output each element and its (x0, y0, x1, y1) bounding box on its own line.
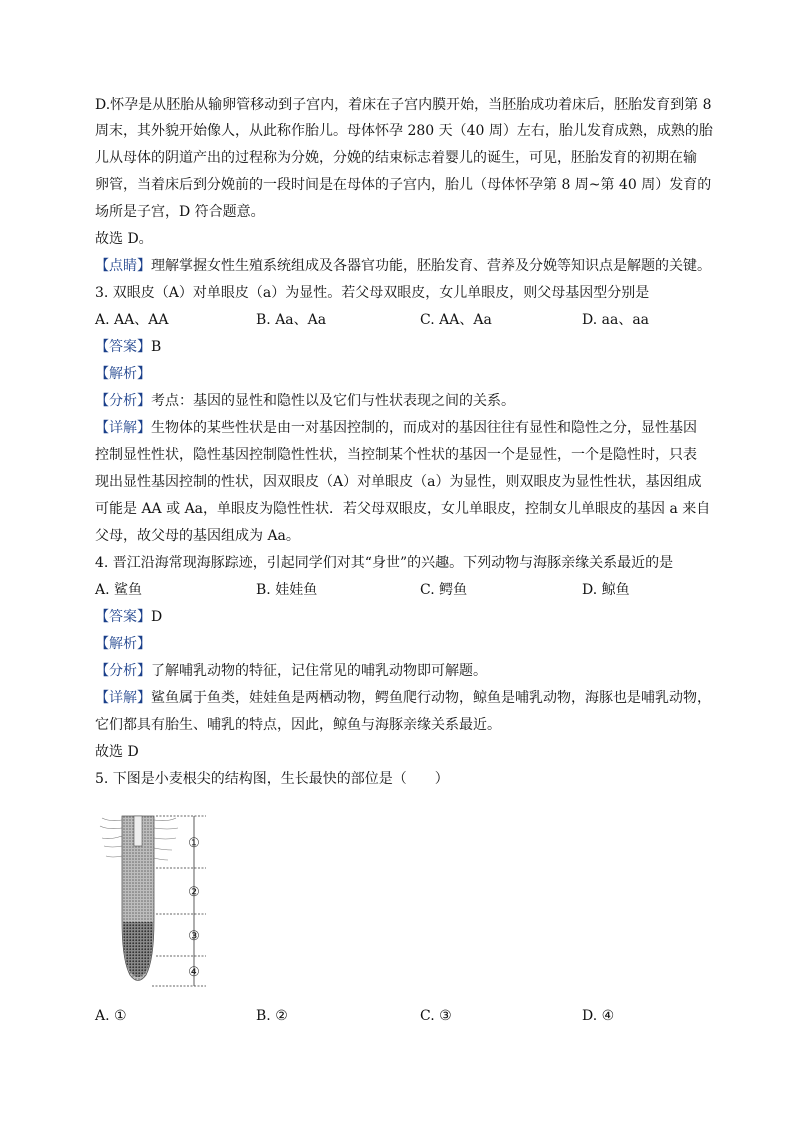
choose-line: 故选 D。 (95, 231, 153, 247)
comment-text: 理解掌握女性生殖系统组成及各器官功能，胚胎发育、营养及分娩等知识点是解题的关键。 (151, 258, 711, 274)
q4-analysis (95, 661, 487, 681)
detail-text: 鲨鱼属于鱼类，娃娃鱼是两栖动物，鳄鱼爬行动物，鲸鱼是哺乳动物，海豚也是哺乳动物， (151, 690, 711, 706)
answer-value: D (151, 609, 163, 625)
q3-analysis-tag: 【解析】 (95, 366, 151, 382)
q3-detail-line: 控制显性性状，隐性基因控制隐性性状，当控制某个性状的基因一个是显性，一个是隐性时，只表 (95, 447, 697, 463)
question-4-stem: 4. 晋江沿海常现海豚踪迹，引起同学们对其“身世”的兴趣。下列动物与海豚亲缘关系最近的是 (95, 555, 674, 571)
zone-label-3: ③ (188, 929, 200, 944)
vascular-tissue (134, 816, 142, 846)
q3-option-b: B. Aa、Aa (256, 312, 327, 328)
q3-answer (95, 337, 161, 357)
q4-option-c: C. 鳄鱼 (420, 582, 468, 598)
paragraph-line: 儿从母体的阴道产出的过程称为分娩，分娩的结束标志着婴儿的诞生，可见，胚胎发育的初期在输 (95, 150, 697, 166)
root-tip-figure (96, 810, 216, 992)
q3-detail-line: 现出显性基因控制的性状，因双眼皮（A）对单眼皮（a）为显性，则双眼皮为显性性状，基因组成 (95, 474, 702, 490)
q4-detail-line (95, 688, 711, 708)
q4-analysis-tag: 【解析】 (95, 636, 151, 652)
q5-option-c: C. ③ (420, 1008, 452, 1024)
q3-detail-line: 父母，故父母的基因组成为 Aa。 (95, 528, 300, 544)
q3-option-c: C. AA、Aa (420, 312, 492, 328)
q3-analysis (95, 391, 515, 411)
q4-option-b: B. 娃娃鱼 (256, 582, 318, 598)
zone-label-2: ② (188, 885, 200, 900)
q3-option-a: A. AA、AA (95, 312, 169, 328)
q5-option-a: A. ① (95, 1008, 127, 1024)
comment-tag: 【点睛】 (95, 258, 151, 274)
paragraph-line: 场所是子宫，D 符合题意。 (95, 204, 265, 220)
answer-tag: 【答案】 (95, 339, 151, 355)
detail-tag: 【详解】 (95, 690, 151, 706)
zone-label-1: ① (188, 836, 200, 851)
question-3-stem: 3. 双眼皮（A）对单眼皮（a）为显性。若父母双眼皮，女儿单眼皮，则父母基因型分别是 (95, 285, 650, 301)
q5-option-b: B. ② (256, 1008, 288, 1024)
q4-option-a: A. 鲨鱼 (95, 582, 143, 598)
answer-tag: 【答案】 (95, 609, 151, 625)
zone-label-4: ④ (188, 965, 200, 980)
q4-option-d: D. 鲸鱼 (582, 582, 630, 598)
q5-option-d: D. ④ (582, 1008, 615, 1024)
question-5-stem: 5. 下图是小麦根尖的结构图，生长最快的部位是（ ） (95, 771, 449, 787)
fenxi-tag: 【分析】 (95, 393, 151, 409)
answer-value: B (151, 339, 162, 355)
paragraph-line: 周末，其外貌开始像人，从此称作胎儿。母体怀孕 280 天（40 周）左右，胎儿发育成熟，成熟的胎 (95, 123, 713, 139)
fenxi-text: 了解哺乳动物的特征，记住常见的哺乳动物即可解题。 (151, 663, 487, 679)
q3-detail-line (95, 418, 697, 438)
q3-detail-line: 可能是 AA 或 Aa，单眼皮为隐性性状．若父母双眼皮，女儿单眼皮，控制女儿单眼皮的基因 a 来自 (95, 501, 711, 517)
q4-detail-line: 它们都具有胎生、哺乳的特点，因此，鲸鱼与海豚亲缘关系最近。 (95, 717, 501, 733)
q4-answer (95, 607, 162, 627)
fenxi-tag: 【分析】 (95, 663, 151, 679)
paragraph-line: D.怀孕是从胚胎从输卵管移动到子宫内，着床在子宫内膜开始，当胚胎成功着床后，胚胎发育到第 8 (95, 97, 712, 113)
paragraph-line: 卵管，当着床后到分娩前的一段时间是在母体的子宫内，胎儿（母体怀孕第 8 周~第 40 周）发育的 (95, 177, 712, 193)
comment-line (95, 256, 711, 276)
detail-text: 生物体的某些性状是由一对基因控制的，而成对的基因往往有显性和隐性之分，显性基因 (151, 420, 697, 436)
q3-option-d: D. aa、aa (582, 312, 650, 328)
fenxi-text: 考点：基因的显性和隐性以及它们与性状表现之间的关系。 (151, 393, 515, 409)
q4-choose: 故选 D (95, 744, 139, 760)
detail-tag: 【详解】 (95, 420, 151, 436)
